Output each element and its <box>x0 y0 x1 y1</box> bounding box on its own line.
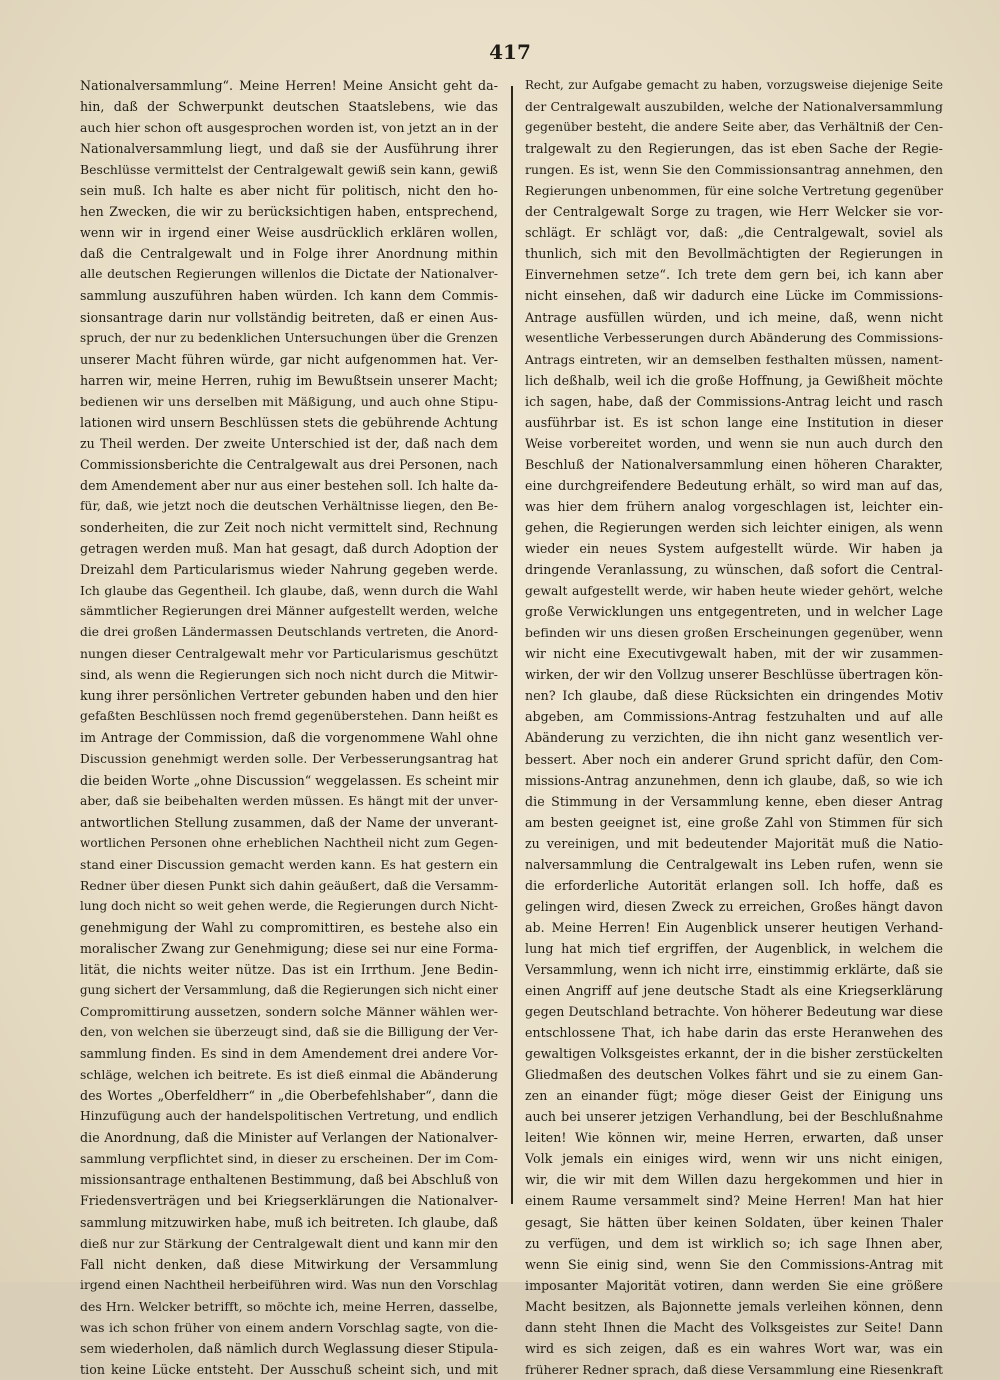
text-line: ab. Meine Herren! Ein Augenblick unserer heutigen Verhand- <box>525 919 943 935</box>
text-line: missions-Antrag anzunehmen, denn ich glaube, daß, so wie ich <box>525 772 943 788</box>
text-line: Beschlüsse vermittelst der Centralgewalt gewiß sein kann, gewiß <box>80 162 498 178</box>
text-line: Redner über diesen Punkt sich dahin geäußert, daß die Versamm- <box>80 877 499 893</box>
text-line: auch bei unserer jetzigen Verhandlung, bei der Beschlußnahme <box>525 1109 943 1125</box>
text-line: bessert. Aber noch ein anderer Grund spricht dafür, den Com- <box>525 751 943 767</box>
text-line: was ich schon früher von einem andern Vorschlag sagte, von die- <box>80 1319 498 1335</box>
text-line: eine durchgreifendere Bedeutung erhält, so wird man auf das, <box>525 477 943 493</box>
text-line: Commissionsberichte die Centralgewalt aus drei Personen, nach <box>80 456 498 472</box>
text-line: Antrags eintreten, wir an demselben festhalten müssen, nament- <box>525 351 943 367</box>
text-line: entschlossene That, ich habe darin das erste Heranwehen des <box>525 1025 943 1041</box>
text-line: der Centralgewalt Sorge zu tragen, wie Herr Welcker sie vor- <box>525 204 943 220</box>
text-line: gewalt aufgestellt werde, wir haben heute wieder gehört, welche <box>525 583 943 599</box>
text-line: daß die Centralgewalt und in Folge ihrer Anordnung mithin <box>80 246 498 262</box>
text-line: lung doch nicht so weit gehen werde, die Regierungen durch Nicht- <box>80 898 498 913</box>
text-line: kung ihrer persönlichen Vertreter gebunden haben und den hier <box>80 688 498 704</box>
text-line: zu Theil werden. Der zweite Unterschied ist der, daß nach dem <box>80 435 498 451</box>
text-line: wortlichen Personen ohne erheblichen Nachtheil nicht zum Gegen- <box>80 835 498 850</box>
text-line: Gliedmaßen des deutschen Volkes fährt und sie zu einem Gan- <box>525 1067 943 1083</box>
text-line: gelingen wird, diesen Zweck zu erreichen, Großes hängt davon <box>525 898 943 914</box>
text-line: Dreizahl dem Particularismus wieder Nahrung gegeben werde. <box>80 562 498 578</box>
text-line: rungen. Es ist, wenn Sie den Commissionsantrag annehmen, den <box>525 162 943 178</box>
text-line: die Anordnung, daß die Minister auf Verlangen der Nationalver- <box>80 1130 498 1146</box>
text-line: genehmigung der Wahl zu compromittiren, es bestehe also ein <box>80 919 498 935</box>
text-line: nalversammlung die Centralgewalt ins Leben rufen, wenn sie <box>525 856 943 872</box>
text-line: schläge, welchen ich beitrete. Es ist dieß einmal die Abänderung <box>80 1067 498 1083</box>
text-line: tion keine Lücke entsteht. Der Ausschuß scheint sich, und mit <box>80 1361 498 1377</box>
text-line: Nationalversammlung liegt, und daß sie der Ausführung ihrer <box>80 141 498 157</box>
text-line: Compromittirung aussetzen, sondern solche Männer wählen wer- <box>80 1004 498 1020</box>
text-line: getragen werden muß. Man hat gesagt, daß durch Adoption der <box>80 541 498 557</box>
text-line: zen an einander fügt; möge dieser Geist der Einigung uns <box>525 1088 943 1104</box>
text-line: dann steht Ihnen die Macht des Volksgeistes zur Seite! Dann <box>525 1319 943 1335</box>
text-line: nen? Ich glaube, daß diese Rücksichten ein dringendes Motiv <box>525 688 943 704</box>
text-line: wird es sich zeigen, daß es ein wahres Wort war, was ein <box>525 1340 943 1356</box>
text-line: dringende Veranlassung, zu wünschen, daß sofort die Central- <box>525 562 943 578</box>
text-line: sem wiederholen, daß nämlich durch Weglassung dieser Stipula- <box>80 1340 498 1356</box>
text-line: bedienen wir uns derselben mit Mäßigung, und auch ohne Stipu- <box>80 393 498 409</box>
text-line: gung sichert der Versammlung, daß die Regierungen sich nicht einer <box>80 983 498 998</box>
text-line: wieder ein neues System aufgestellt würde. Wir haben ja <box>525 541 943 557</box>
text-line: unserer Macht führen würde, gar nicht aufgenommen hat. Ver- <box>80 351 498 367</box>
text-line: Volk jemals ein einiges wird, wenn wir uns nicht einigen, <box>525 1151 943 1167</box>
text-line: sammlung finden. Es sind in dem Amendement drei andere Vor- <box>80 1046 498 1062</box>
text-line: wir nicht eine Executivgewalt haben, mit der wir zusammen- <box>525 646 943 662</box>
text-line: die beiden Worte „ohne Discussion“ weggelassen. Es scheint mir <box>80 772 499 788</box>
text-line: wir, die wir mit dem Willen dazu hergekommen und hier in <box>525 1172 943 1188</box>
text-line: sammlung auszuführen haben würden. Ich kann dem Commis- <box>80 288 498 304</box>
text-line: im Antrage der Commission, daß die vorgenommene Wahl ohne <box>80 730 498 746</box>
text-line: gefaßten Beschlüssen noch fremd gegenüberstehen. Dann heißt es <box>80 709 499 724</box>
text-line: die Stimmung in der Versammlung kenne, eben dieser Antrag <box>525 793 943 809</box>
text-line: ich sagen, habe, daß der Commissions-Antrag leicht und rasch <box>525 393 943 409</box>
text-line: für, daß, wie jetzt noch die deutschen Verhältnisse liegen, den Be- <box>80 498 498 513</box>
text-line: Macht besitzen, als Bajonnette jemals verleihen können, denn <box>525 1298 943 1314</box>
text-line: Discussion genehmigt werden solle. Der Verbesserungsantrag hat <box>80 751 498 766</box>
text-line: Hinzufügung auch der handelspolitischen Vertretung, und endlich <box>80 1109 498 1124</box>
text-line: nicht einsehen, daß wir dadurch eine Lücke im Commissions- <box>525 288 943 304</box>
text-line: Weise vorbereitet worden, und wenn sie nun auch durch den <box>525 435 943 451</box>
text-line: aber, daß sie beibehalten werden müssen. Es hängt mit der unver- <box>80 793 498 808</box>
text-line: Einvernehmen setze“. Ich trete dem gern bei, ich kann aber <box>525 267 943 283</box>
text-line: spruch, der nur zu bedenklichen Untersuchungen über die Grenzen <box>80 330 498 345</box>
text-line: alle deutschen Regierungen willenlos die Dictate der Nationalver- <box>80 267 498 282</box>
text-line: moralischer Zwang zur Genehmigung; diese sei nur eine Forma- <box>80 940 498 956</box>
text-line: sammlung mitzuwirken habe, muß ich beitreten. Ich glaube, daß <box>80 1214 498 1230</box>
text-line: leiten! Wie können wir, meine Herren, erwarten, daß unser <box>525 1130 943 1146</box>
text-line: harren wir, meine Herren, ruhig im Bewußtsein unserer Macht; <box>80 372 498 388</box>
right-column <box>525 75 944 1377</box>
text-line: Nationalversammlung“. Meine Herren! Meine Ansicht geht da- <box>80 78 498 93</box>
text-line: sammlung verpflichtet sind, in dieser zu erscheinen. Der im Com- <box>80 1151 498 1167</box>
text-line: die drei großen Ländermassen Deutschlands vertreten, die Anord- <box>80 625 498 640</box>
text-line: wesentliche Verbesserungen durch Abänderung des Commissions- <box>525 330 943 345</box>
text-line: wenn Sie einig sind, wenn Sie den Commissions-Antrag mit <box>525 1256 943 1272</box>
text-line: gegen Deutschland betrachte. Von höherer Bedeutung war diese <box>525 1004 943 1020</box>
column-divider <box>511 86 513 1204</box>
text-line: Fall nicht denken, daß diese Mitwirkung der Versammlung <box>80 1256 498 1272</box>
left-column <box>80 75 499 1377</box>
text-line: gesagt, Sie hätten über keinen Soldaten, über keinen Thaler <box>525 1214 943 1230</box>
text-line: Ich glaube das Gegentheil. Ich glaube, daß, wenn durch die Wahl <box>80 583 498 599</box>
text-line: sämmtlicher Regierungen drei Männer aufgestellt werden, welche <box>80 604 498 619</box>
text-line: lationen wird unsern Beschlüssen stets die gebührende Achtung <box>80 414 498 430</box>
text-line: irgend einen Nachtheil herbeiführen wird. Was nun den Vorschlag <box>80 1277 498 1292</box>
text-line: dem Amendement aber nur aus einer bestehen soll. Ich halte da- <box>80 477 499 493</box>
text-line: große Verwicklungen uns entgegentreten, und in welcher Lage <box>525 604 943 620</box>
text-line: lung hat mich tief ergriffen, der Augenblick, in welchem die <box>525 940 943 956</box>
text-line: schlägt. Er schlägt vor, daß: „die Centralgewalt, soviel als <box>525 225 943 241</box>
text-line: des Wortes „Oberfeldherr“ in „die Oberbefehlshaber“, dann die <box>80 1088 498 1104</box>
text-line: am besten geeignet ist, eine große Zahl von Stimmen für sich <box>525 814 943 830</box>
text-line: sein muß. Ich halte es aber nicht für politisch, nicht den ho- <box>80 183 498 199</box>
text-line: früherer Redner sprach, daß diese Versammlung eine Riesenkraft <box>525 1361 943 1377</box>
text-line: Friedensverträgen und bei Kriegserklärungen die Nationalver- <box>80 1193 498 1209</box>
text-line: imposanter Majorität votiren, dann werden Sie eine größere <box>525 1277 943 1293</box>
text-line: sionsantrage darin nur vollständig beitreten, daß er einen Aus- <box>80 309 498 325</box>
text-line: der Centralgewalt auszubilden, welche der Nationalversammlung <box>525 99 943 115</box>
text-line: einem Raume versammelt sind? Meine Herren! Man hat hier <box>525 1193 943 1209</box>
text-line: was hier dem frühern analog vorgeschlagen ist, leichter ein- <box>525 498 943 514</box>
text-line: hin, daß der Schwerpunkt deutschen Staatslebens, wie das <box>80 99 498 115</box>
text-line: Regierungen unbenommen, für eine solche Vertretung gegenüber <box>525 183 944 199</box>
text-line: befinden wir uns diesen großen Erscheinungen gegenüber, wenn <box>525 625 943 641</box>
text-line: nungen dieser Centralgewalt mehr vor Particularismus geschützt <box>80 646 498 662</box>
text-line: auch hier schon oft ausgesprochen worden ist, von jetzt an in der <box>80 120 498 136</box>
text-line: wenn wir in irgend einer Weise ausdrücklich erklären wollen, <box>80 225 498 241</box>
text-line: zu vereinigen, und mit bedeutender Majorität muß die Natio- <box>525 835 943 851</box>
text-line: sind, als wenn die Regierungen sich noch nicht durch die Mitwir- <box>80 667 498 683</box>
text-line: hen Zwecken, die wir zu berücksichtigen haben, entsprechend, <box>80 204 498 220</box>
text-line: Antrage ausfüllen würden, und ich meine, daß, wenn nicht <box>525 309 943 325</box>
text-line: abgeben, am Commissions-Antrag festzuhalten und auf alle <box>525 709 943 725</box>
text-line: ausführbar ist. Es ist schon lange eine Institution in dieser <box>525 414 943 430</box>
text-line: gehen, die Regierungen werden sich leichter einigen, als wenn <box>525 519 943 535</box>
text-line: missionsantrage enthaltenen Bestimmung, daß bei Abschluß von <box>80 1172 499 1188</box>
text-line: antwortlichen Stellung zusammen, daß der Name der unverant- <box>80 814 498 830</box>
text-line: stand einer Discussion gemacht werden kann. Es hat gestern ein <box>80 856 498 872</box>
text-line: Abänderung zu verzichten, die ihn nicht ganz wesentlich ver- <box>525 730 943 746</box>
text-line: Beschluß der Nationalversammlung einen höheren Charakter, <box>525 456 943 472</box>
text-line: die erforderliche Autorität erlangen soll. Ich hoffe, daß es <box>525 877 943 893</box>
text-line: thunlich, sich mit den Bevollmächtigten der Regierungen in <box>525 246 943 262</box>
text-line: wirken, der wir den Vollzug unserer Beschlüsse übertragen kön- <box>525 667 943 683</box>
text-line: gegenüber besteht, die andere Seite aber, das Verhältniß der Cen- <box>525 120 943 135</box>
page-number: 417 <box>489 40 531 64</box>
text-line: lität, die nichts weiter nütze. Das ist ein Irrthum. Jene Bedin- <box>80 961 498 977</box>
text-line: gewaltigen Volksgeistes erkannt, der in die bisher zerstückelten <box>525 1046 943 1062</box>
text-line: Versammlung, wenn ich nicht irre, einstimmig erklärte, daß sie <box>525 961 943 977</box>
text-line: lich deßhalb, weil ich die große Hoffnung, ja Gewißheit möchte <box>525 372 943 388</box>
text-line: Recht, zur Aufgabe gemacht zu haben, vorzugsweise diejenige Seite <box>525 78 943 92</box>
text-line: sonderheiten, die zur Zeit noch nicht vermittelt sind, Rechnung <box>80 519 498 535</box>
text-line: tralgewalt zu den Regierungen, das ist eben Sache der Regie- <box>525 141 943 157</box>
text-line: zu verfügen, und dem ist wirklich so; ich sage Ihnen aber, <box>525 1235 943 1251</box>
text-line: des Hrn. Welcker betrifft, so möchte ich, meine Herren, dasselbe, <box>80 1298 498 1314</box>
text-line: den, von welchen sie überzeugt sind, daß sie die Billigung der Ver- <box>80 1025 498 1040</box>
text-line: einen Angriff auf jene deutsche Stadt als eine Kriegserklärung <box>525 983 943 999</box>
text-line: dieß nur zur Stärkung der Centralgewalt dient und kann mir den <box>80 1235 498 1251</box>
